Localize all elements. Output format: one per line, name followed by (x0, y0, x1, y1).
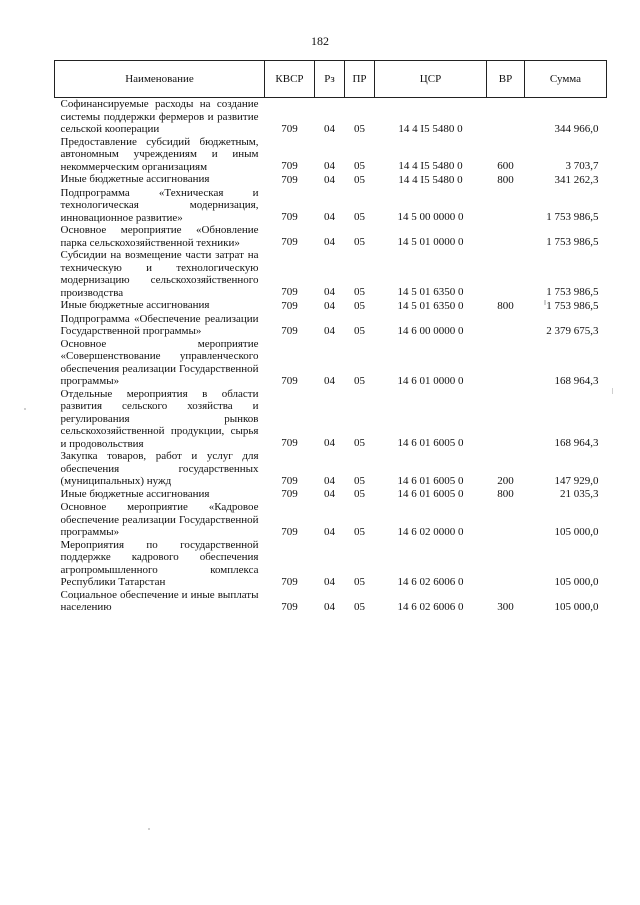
table-header-row (55, 61, 607, 98)
row-csr: 14 4 I5 5480 0 (398, 160, 463, 172)
row-sum: 1 753 986,5 (546, 286, 599, 298)
row-sum: 105 000,0 (554, 575, 599, 588)
row-pr: 05 (354, 211, 365, 223)
row-name: Предоставление субсидий бюджетным, автономным учреждениям и иным некоммерческим организациям (60, 135, 259, 173)
row-vr (487, 249, 525, 299)
row-rz: 04 (324, 286, 335, 298)
table-row (55, 589, 607, 614)
row-name: Основное мероприятие «Обновление парка сельскохозяйственной техники» (60, 224, 259, 249)
budget-table (54, 60, 607, 614)
row-kvsr: 709 (281, 525, 298, 538)
table-row (55, 313, 607, 338)
row-name: Социальное обеспечение и иные выплаты населению (60, 588, 259, 613)
header-sum: Сумма (525, 61, 607, 98)
row-sum: 344 966,0 (554, 122, 599, 135)
table-row (55, 388, 607, 451)
row-csr: 14 6 01 6005 0 (397, 488, 464, 500)
scan-speck (148, 828, 150, 830)
row-pr: 05 (354, 173, 365, 186)
table-row (55, 338, 607, 388)
scan-speck (612, 388, 613, 394)
row-name: Иные бюджетные ассигнования (60, 487, 210, 500)
table-row (55, 501, 607, 539)
row-vr (487, 187, 525, 225)
row-csr: 14 6 01 6005 0 (397, 437, 464, 449)
row-vr (487, 224, 525, 249)
row-kvsr: 709 (281, 575, 298, 588)
row-name: Отдельные мероприятия в области развития сельского хозяйства и регулирования рынков сельскохозяйственной продукции, сырья и продовольствия (60, 387, 259, 450)
row-name: Субсидии на возмещение части затрат на техническую и технологическую модернизацию сельскохозяйственного производства (60, 249, 259, 299)
row-rz: 04 (324, 525, 335, 538)
row-pr: 05 (354, 122, 365, 135)
header-pr: ПР (345, 61, 375, 98)
table-body (55, 98, 607, 614)
row-pr: 05 (354, 600, 365, 613)
row-csr: 14 6 02 6006 0 (397, 575, 464, 588)
row-csr: 14 6 02 0000 0 (397, 525, 464, 538)
row-sum: 2 379 675,3 (546, 324, 599, 337)
table-row (55, 224, 607, 249)
row-kvsr: 709 (281, 122, 298, 135)
row-vr: 600 (497, 160, 514, 172)
row-kvsr: 709 (281, 488, 298, 500)
row-rz: 04 (324, 488, 335, 500)
row-kvsr: 709 (281, 160, 298, 172)
table-row (55, 173, 607, 187)
header-vr: ВР (487, 61, 525, 98)
row-vr: 200 (497, 474, 514, 487)
table-row (55, 136, 607, 174)
header-name: Наименование (55, 61, 265, 98)
table-row (55, 299, 607, 313)
row-csr: 14 6 01 0000 0 (397, 374, 464, 387)
row-vr (487, 338, 525, 388)
row-csr: 14 5 01 0000 0 (397, 236, 464, 248)
row-pr: 05 (354, 236, 365, 248)
row-csr: 14 6 00 0000 0 (397, 324, 464, 337)
table-row (55, 539, 607, 589)
row-kvsr: 709 (281, 474, 298, 487)
row-rz: 04 (324, 374, 335, 387)
row-rz: 04 (324, 299, 335, 312)
row-sum: 168 964,3 (554, 374, 599, 387)
table-row (55, 249, 607, 299)
row-name: Иные бюджетные ассигнования (60, 173, 210, 185)
row-vr: 300 (497, 600, 514, 613)
row-sum: 341 262,3 (554, 173, 599, 186)
row-csr: 14 5 01 6350 0 (397, 299, 464, 312)
row-sum: 168 964,3 (554, 437, 599, 449)
row-sum: 1 753 986,5 (546, 211, 599, 223)
row-pr: 05 (354, 374, 365, 387)
row-vr (487, 539, 525, 589)
scan-speck (24, 408, 26, 410)
row-pr: 05 (354, 437, 365, 449)
row-pr: 05 (354, 160, 365, 172)
row-name: Софинансируемые расходы на создание системы поддержки фермеров и развитие сельской кооперации (60, 98, 259, 135)
row-csr: 14 6 01 6005 0 (397, 474, 464, 487)
row-pr: 05 (354, 488, 365, 500)
row-vr: 800 (497, 299, 514, 312)
row-kvsr: 709 (281, 600, 298, 613)
row-rz: 04 (324, 236, 335, 248)
header-csr: ЦСР (375, 61, 487, 98)
row-vr: 800 (497, 488, 514, 500)
table-row (55, 98, 607, 136)
row-sum: 1 753 986,5 (546, 236, 599, 248)
row-rz: 04 (324, 122, 335, 135)
row-csr: 14 5 01 6350 0 (397, 286, 464, 298)
row-name: Мероприятия по государственной поддержке кадрового обеспечения агропромышленного комплекса Республики Татарстан (60, 538, 259, 588)
row-kvsr: 709 (281, 173, 298, 186)
header-kvsr: КВСР (265, 61, 315, 98)
row-kvsr: 709 (281, 299, 298, 312)
row-csr: 14 4 I5 5480 0 (398, 122, 463, 135)
row-rz: 04 (324, 173, 335, 186)
row-pr: 05 (354, 324, 365, 337)
row-rz: 04 (324, 600, 335, 613)
row-vr (487, 501, 525, 539)
row-rz: 04 (324, 324, 335, 337)
row-rz: 04 (324, 160, 335, 172)
row-kvsr: 709 (281, 236, 298, 248)
table-row (55, 187, 607, 225)
row-sum: 21 035,3 (560, 488, 599, 500)
row-vr (487, 313, 525, 338)
row-sum: 105 000,0 (554, 600, 599, 613)
row-kvsr: 709 (281, 374, 298, 387)
row-kvsr: 709 (281, 211, 298, 223)
row-rz: 04 (324, 575, 335, 588)
scan-speck (544, 300, 546, 305)
row-rz: 04 (324, 437, 335, 449)
row-name: Основное мероприятие «Кадровое обеспечение реализации Государственной программы» (60, 501, 259, 538)
row-sum: 105 000,0 (554, 525, 599, 538)
row-name: Закупка товаров, работ и услуг для обеспечения государственных (муниципальных) нужд (60, 450, 259, 487)
row-sum: 147 929,0 (554, 474, 599, 487)
row-pr: 05 (354, 474, 365, 487)
row-csr: 14 4 I5 5480 0 (398, 173, 463, 186)
row-pr: 05 (354, 286, 365, 298)
row-kvsr: 709 (281, 437, 298, 449)
row-kvsr: 709 (281, 324, 298, 337)
row-pr: 05 (354, 299, 365, 312)
row-name: Иные бюджетные ассигнования (60, 299, 210, 311)
header-rz: Рз (315, 61, 345, 98)
row-name: Основное мероприятие «Совершенствование управленческого обеспечения реализации Государственной программы» (60, 337, 259, 387)
row-sum: 3 703,7 (565, 160, 599, 172)
page-number: 182 (311, 34, 329, 48)
row-name: Подпрограмма «Обеспечение реализации Государственной программы» (60, 312, 259, 337)
row-vr (487, 98, 525, 136)
row-kvsr: 709 (281, 286, 298, 298)
row-rz: 04 (324, 211, 335, 223)
row-csr: 14 6 02 6006 0 (397, 600, 464, 613)
row-name: Подпрограмма «Техническая и технологическая модернизация, инновационное развитие» (60, 186, 259, 224)
row-vr (487, 388, 525, 451)
row-csr: 14 5 00 0000 0 (397, 211, 464, 223)
row-pr: 05 (354, 525, 365, 538)
table-row (55, 450, 607, 488)
row-vr: 800 (497, 173, 514, 186)
row-pr: 05 (354, 575, 365, 588)
table-row (55, 488, 607, 502)
row-rz: 04 (324, 474, 335, 487)
row-sum: 1 753 986,5 (546, 299, 599, 312)
